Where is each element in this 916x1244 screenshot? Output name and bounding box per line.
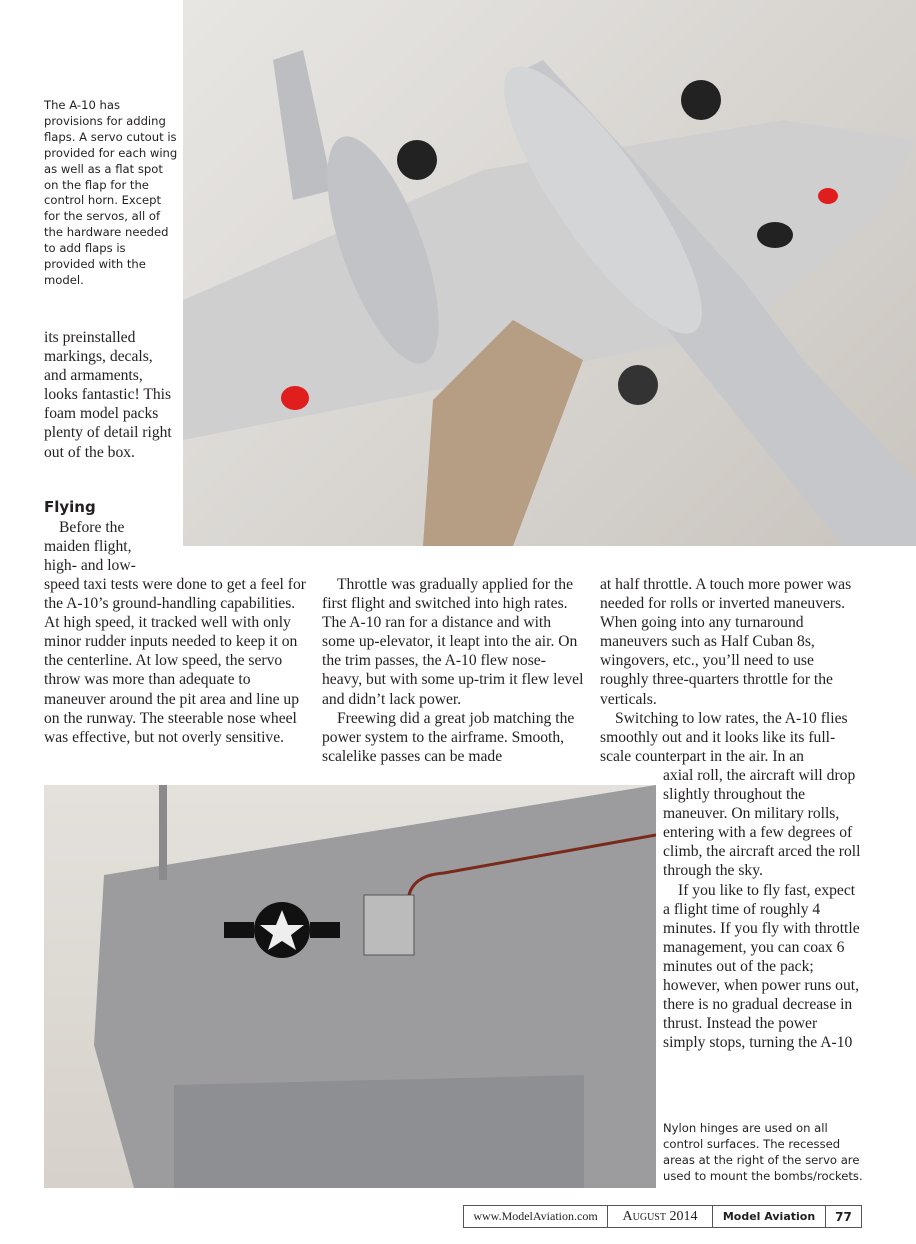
half-throttle-paragraph: at half throttle. A touch more power was needed for rolls or inverted maneuvers. When going into any turnaround maneuvers such as Half Cuban 8s, wingovers, etc., you’ll need to use roughly three-quarters throttle for the verticals.: [600, 576, 852, 708]
intro-continued-text: [44, 328, 172, 462]
bottom-photo-caption: Nylon hinges are used on all control surfaces. The recessed areas at the right of the servo are used to mount the bombs/rockets.: [663, 1121, 863, 1183]
column-1: [44, 575, 308, 747]
page-number: 77: [835, 1209, 852, 1224]
flying-paragraph-rest: speed taxi tests were done to get a feel for the A-10’s ground-handling capabilities. At high speed, it tracked well with only minor rudder inputs needed to keep it on the centerline. At low speed, the servo throw was more than adequate to maneuver around the pit area and line up on the runway. The steerable nose wheel was effective, but not overly sensitive.: [44, 576, 306, 746]
flight-time-paragraph: If you like to fly fast, expect a flight time of roughly 4 minutes. If you fly with throttle management, you can coax 6 minutes out of the pack; however, when power runs out, there is no gradual decrease in thrust. Instead the power simply stops, turning the A-10: [663, 881, 860, 1052]
low-rates-paragraph: Switching to low rates, the A-10 flies smoothly out and it looks like its full-scale counterpart in the air. In an: [600, 709, 848, 765]
wing-flap-photo: [44, 785, 656, 1188]
column-2: [322, 575, 584, 766]
footer-issue: August 2014: [608, 1206, 713, 1227]
top-photo-caption: The A-10 has provisions for adding flaps. A servo cutout is provided for each wing as well as a flat spot on the flap for the control horn. Except for the servos, all of the hardware needed to add flaps is provided with the model.: [44, 98, 178, 287]
freewing-paragraph: Freewing did a great job matching the power system to the airframe. Smooth, scalelike passes can be made: [322, 709, 575, 765]
a10-underside-photo: [183, 0, 916, 546]
axial-roll-paragraph: axial roll, the aircraft will drop slightly throughout the maneuver. On military rolls, entering with a few degrees of climb, the aircraft arced the roll through the sky.: [663, 767, 861, 880]
page-footer: [463, 1205, 862, 1228]
column-3: [600, 575, 862, 766]
column-1-top: [44, 518, 166, 575]
column-3-wrap: [663, 766, 863, 1052]
flying-heading: Flying: [44, 498, 96, 516]
flying-paragraph-start: Before the maiden flight, high- and low-: [44, 519, 136, 575]
intro-paragraph: its preinstalled markings, decals, and armaments, looks fantastic! This foam model packs plenty of detail right out of the box.: [44, 329, 172, 461]
footer-website: www.ModelAviation.com: [464, 1206, 608, 1227]
footer-magazine: Model Aviation: [713, 1206, 826, 1227]
throttle-paragraph: Throttle was gradually applied for the first flight and switched into high rates. The A-10 ran for a distance and with some up-elevator, it leapt into the air. On the trim passes, the A-10 flew nose-heavy, but with some up-trim it flew level and didn’t lack power.: [322, 576, 584, 708]
